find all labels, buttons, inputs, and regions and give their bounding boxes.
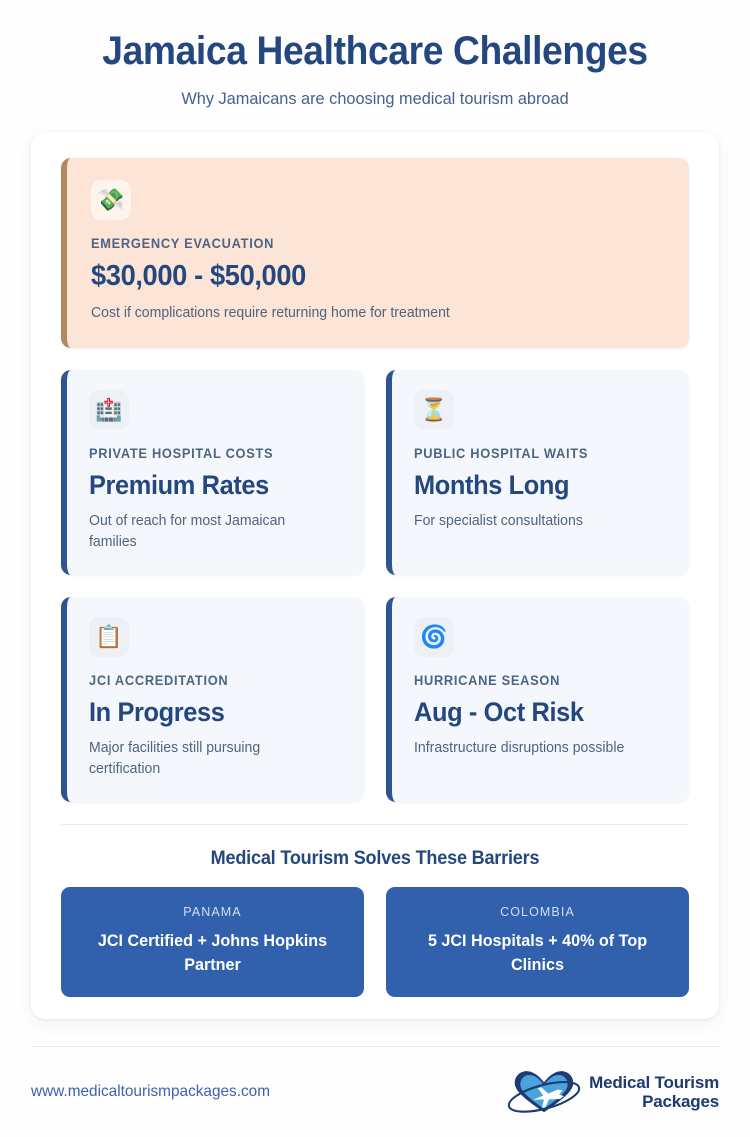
card-value: Months Long: [414, 470, 570, 500]
stat-card: [61, 370, 364, 575]
brand-name: [589, 1073, 719, 1111]
solution-card-panama: [61, 887, 364, 997]
footer-row: [31, 1069, 719, 1115]
section-divider: [61, 824, 689, 825]
page-subtitle: Why Jamaicans are choosing medical tourism abroad: [181, 89, 569, 108]
money-with-wings-icon: 💸: [91, 180, 131, 220]
card-description: Infrastructure disruptions possible: [414, 740, 625, 756]
content-panel: [31, 132, 719, 1019]
card-label: JCI ACCREDITATION: [89, 673, 229, 688]
brand-logo: [505, 1069, 719, 1115]
solutions-grid: [61, 887, 689, 997]
stat-card: [386, 370, 689, 575]
card-description: Cost if complications require returning home for treatment: [91, 305, 450, 321]
card-value: Premium Rates: [89, 470, 269, 500]
card-description: Out of reach for most Jamaican families: [89, 513, 286, 550]
brand-line-2: Packages: [642, 1092, 719, 1111]
card-description: Major facilities still pursuing certification: [89, 740, 261, 777]
featured-stat-card: [61, 158, 689, 348]
solutions-heading: Medical Tourism Solves These Barriers: [210, 848, 540, 869]
hospital-icon: 🏥: [89, 390, 129, 430]
brand-line-1: Medical Tourism: [589, 1073, 719, 1092]
footer: [31, 1046, 719, 1115]
card-label: EMERGENCY EVACUATION: [91, 236, 275, 251]
stat-card-grid-row-2: [61, 597, 689, 802]
card-label: PRIVATE HOSPITAL COSTS: [89, 446, 274, 461]
solution-text: JCI Certified + Johns Hopkins Partner: [97, 931, 328, 974]
footer-divider: [31, 1046, 719, 1047]
hourglass-icon: ⏳: [414, 390, 454, 430]
solution-card-colombia: [386, 887, 689, 997]
heart-airplane-logo-icon: [505, 1069, 583, 1115]
solution-country: PANAMA: [183, 905, 242, 919]
clipboard-icon: 📋: [89, 617, 129, 657]
card-value: Aug - Oct Risk: [414, 697, 584, 727]
page-title: Jamaica Healthcare Challenges: [102, 29, 648, 73]
card-value: In Progress: [89, 697, 225, 727]
card-label: PUBLIC HOSPITAL WAITS: [414, 446, 589, 461]
solution-text: 5 JCI Hospitals + 40% of Top Clinics: [427, 931, 648, 974]
cyclone-icon: 🌀: [414, 617, 454, 657]
header: [0, 0, 750, 110]
card-label: HURRICANE SEASON: [414, 673, 561, 688]
stat-card-grid-row-1: [61, 370, 689, 575]
footer-website-url[interactable]: www.medicaltourismpackages.com: [31, 1083, 271, 1100]
stat-card: [61, 597, 364, 802]
card-description: For specialist consultations: [414, 513, 583, 529]
stat-card: [386, 597, 689, 802]
card-value: $30,000 - $50,000: [91, 260, 306, 292]
solution-country: COLOMBIA: [500, 905, 575, 919]
